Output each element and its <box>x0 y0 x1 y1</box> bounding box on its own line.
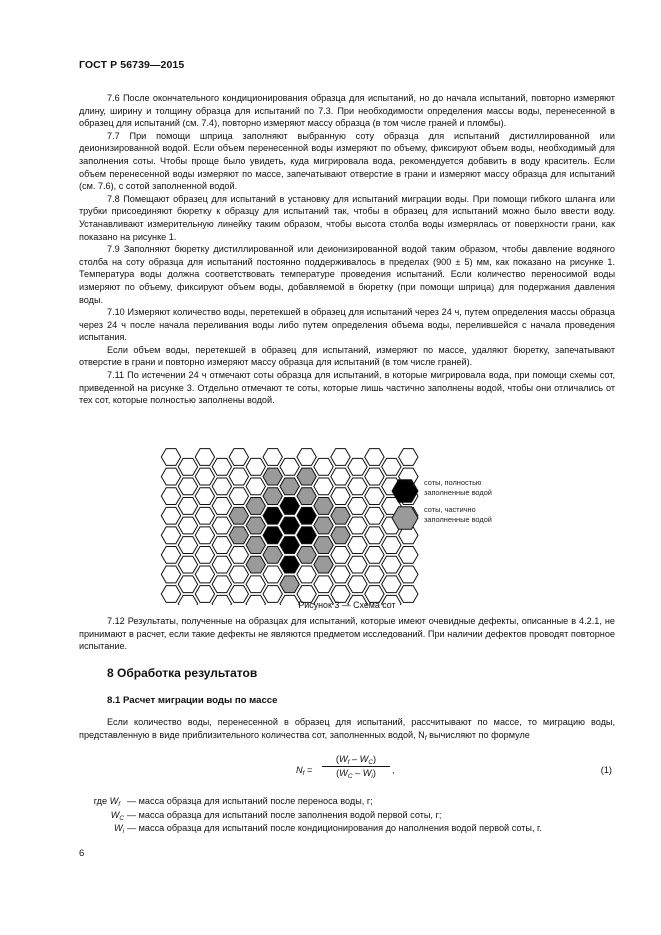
page-number: 6 <box>79 848 85 859</box>
empty-cell <box>195 546 214 563</box>
empty-cell <box>399 546 418 563</box>
empty-cell <box>195 507 214 524</box>
full-cell <box>280 537 299 554</box>
empty-cell <box>331 449 350 466</box>
empty-cell <box>246 478 265 495</box>
honeycomb-figure <box>79 445 615 615</box>
partial-cell <box>314 517 333 534</box>
empty-cell <box>229 488 248 505</box>
empty-cell <box>178 576 197 593</box>
full-cell <box>297 527 316 544</box>
empty-cell <box>331 488 350 505</box>
empty-cell <box>161 546 180 563</box>
empty-cell <box>212 556 231 573</box>
empty-cell <box>365 527 384 544</box>
empty-cell <box>348 576 367 593</box>
intro-end: вычисляют по формуле <box>426 729 530 740</box>
partial-cell <box>280 576 299 593</box>
empty-cell <box>365 488 384 505</box>
empty-cell <box>348 478 367 495</box>
empty-cell <box>382 556 401 573</box>
empty-cell <box>212 537 231 554</box>
empty-cell <box>348 458 367 475</box>
paragraph-7-10: 7.10 Измеряют количество воды, перетекшей в образец для испытаний через 24 ч, путем определения массы образца через 24 ч после начала переливания воды либо путем определения объема воды, перелившейся с начала проведения испытания. <box>79 307 615 343</box>
empty-cell <box>365 507 384 524</box>
partial-cell <box>263 488 282 505</box>
empty-cell <box>229 566 248 583</box>
empty-cell <box>331 546 350 563</box>
empty-cell <box>399 449 418 466</box>
empty-cell <box>195 449 214 466</box>
paragraph-7-8: 7.8 Помещают образец для испытаний в установку для испытаний миграции воды. При помощи гибкого шланга или трубки присоединяют бюретку к образцу для испытаний так, чтобы в образец для испытаний можно было ввести воду. Устанавливают измерительную линейку таким образом, чтобы высота столба воды измерялась от поверхности грани, как показано на рисунке 1. <box>79 193 615 242</box>
partial-cell <box>314 498 333 515</box>
empty-cell <box>280 458 299 475</box>
empty-cell <box>365 566 384 583</box>
paragraph-7-7: 7.7 При помощи шприца заполняют выбранную соту образца для испытаний дистиллированной или деионизированной водой. Если объем перенесенной воды измеряют по объему, фиксируют объем воды, необходимый для заполнения соты. Чтобы проще было увидеть, куда мигрировала вода, рекомендуется добавить в воду краситель. Если объем перенесенной воды измеряют по массе, запечатывают отверстие в грани и измеряют массу образца для испытаний (см. 7.6), с сотой заполненной водой. <box>79 130 615 192</box>
partial-cell <box>229 507 248 524</box>
fraction-bar <box>322 766 390 767</box>
partial-cell <box>297 488 316 505</box>
empty-cell <box>297 566 316 583</box>
empty-cell <box>229 546 248 563</box>
empty-cell <box>399 566 418 583</box>
paragraph-7-10-cont: Если объем воды, перетекшей в образец для испытаний, измеряют по массе, удаляют бюретку, запечатывают отверстие в грани и повторно измеряют массу образца для испытаний (в том числе граней). <box>79 344 615 368</box>
empty-cell <box>195 566 214 583</box>
intro-subscript: f <box>424 734 427 742</box>
partial-cell <box>263 468 282 485</box>
empty-cell <box>263 449 282 466</box>
empty-cell <box>161 566 180 583</box>
partial-cell <box>331 507 350 524</box>
document-header: ГОСТ Р 56739—2015 <box>79 59 185 71</box>
legend-partial-line2: заполненные водой <box>424 515 492 525</box>
partial-cell <box>246 537 265 554</box>
full-cell <box>297 507 316 524</box>
legend-full-line1: соты, полностью <box>424 478 482 487</box>
empty-cell <box>314 458 333 475</box>
empty-cell <box>348 517 367 534</box>
empty-cell <box>229 449 248 466</box>
empty-cell <box>161 527 180 544</box>
empty-cell <box>195 527 214 544</box>
definitions <box>79 795 619 836</box>
empty-cell <box>348 556 367 573</box>
empty-cell <box>348 537 367 554</box>
full-cell <box>263 527 282 544</box>
empty-cell <box>297 449 316 466</box>
formula-number: (1) <box>600 765 612 775</box>
formula-lhs: $N_f$ = <box>296 765 313 777</box>
definition-row: $W_i$ — масса образца для испытаний после кондиционирования до наполнения водой первой соты, г. <box>113 823 542 835</box>
partial-cell <box>280 478 299 495</box>
subsection-title: 8.1 Расчет миграции воды по массе <box>107 695 278 706</box>
paragraph-7-12-block <box>79 615 615 653</box>
formula-fraction <box>322 754 390 778</box>
procedure-text <box>79 92 615 407</box>
partial-cell <box>246 556 265 573</box>
paragraph-7-9: 7.9 Заполняют бюретку дистиллированной или деионизированной водой таким образом, чтобы давление водяного столба на соту образца для испытаний постоянно поддерживалось в пределах (900 ± 5) мм, как показано на рисунке 1. Температура воды должна соответствовать температуре проведения испытаний. Если количество переносимой воды измеряют по объему, фиксируют объем воды, добавляемой в бюретку (при помощи шприца) для подержания давления воды. <box>79 244 615 305</box>
formula-denominator: $(W_C - W_i)$ <box>336 768 376 780</box>
empty-cell <box>365 449 384 466</box>
legend-partial-line1: соты, частично <box>424 505 476 514</box>
full-cell <box>263 507 282 524</box>
partial-cell <box>297 468 316 485</box>
formula-1 <box>296 754 616 788</box>
full-cell <box>280 498 299 515</box>
empty-cell <box>178 517 197 534</box>
full-cell <box>280 517 299 534</box>
figure-caption: Рисунок 3 — Схема сот <box>298 600 396 610</box>
partial-cell <box>229 527 248 544</box>
full-cell <box>280 556 299 573</box>
partial-cell <box>314 556 333 573</box>
empty-cell <box>195 488 214 505</box>
partial-cell <box>297 546 316 563</box>
empty-cell <box>195 468 214 485</box>
empty-cell <box>382 576 401 593</box>
empty-cell <box>161 507 180 524</box>
empty-cell <box>212 576 231 593</box>
empty-cell <box>246 576 265 593</box>
empty-cell <box>212 458 231 475</box>
legend-full-label <box>424 478 492 498</box>
empty-cell <box>178 498 197 515</box>
empty-cell <box>263 566 282 583</box>
empty-cell <box>314 576 333 593</box>
empty-cell <box>161 488 180 505</box>
intro-text: Если количество воды, перенесенной в образец для испытаний, рассчитывают по массе, то миграцию воды, представленную в виде приблизительного количества сот, заполненных водой, N <box>79 717 615 740</box>
section-title: 8 Обработка результатов <box>107 666 258 680</box>
empty-cell <box>178 556 197 573</box>
empty-cell <box>314 478 333 495</box>
paragraph-7-11: 7.11 По истечении 24 ч отмечают соты образца для испытаний, в которые мигрировала вода, при помощи схемы сот, приведенной на рисунке 3. Отдельно отмечают те соты, которые лишь частично заполнены водой, чтобы они отличались от тех сот, которые полностью заполнены водой. <box>79 370 615 406</box>
empty-cell <box>178 478 197 495</box>
empty-cell <box>161 449 180 466</box>
empty-cell <box>212 498 231 515</box>
empty-cell <box>161 468 180 485</box>
empty-cell <box>348 498 367 515</box>
empty-cell <box>178 537 197 554</box>
partial-cell <box>263 546 282 563</box>
empty-cell <box>331 468 350 485</box>
partial-cell <box>331 527 350 544</box>
empty-cell <box>382 458 401 475</box>
empty-cell <box>365 468 384 485</box>
definition-row: где $W_f$ — масса образца для испытаний после переноса воды, г; <box>93 796 373 808</box>
definition-row: $W_C$ — масса образца для испытаний после заполнения водой первой соты, г; <box>110 809 442 822</box>
honeycomb-diagram <box>79 445 615 605</box>
empty-cell <box>331 566 350 583</box>
empty-cell <box>246 458 265 475</box>
partial-cell <box>314 537 333 554</box>
empty-cell <box>382 537 401 554</box>
empty-cell <box>229 468 248 485</box>
partial-cell <box>246 517 265 534</box>
paragraph-7-6: 7.6 После окончательного кондиционирования образца для испытаний, но до начала испытаний, повторно измеряют длину, ширину и толщину образца для испытаний по 7.3. При необходимости определения массы воды, перенесенной в образец для испытаний (см. 7.4), повторно измеряют массу образца (в том числе граней и пломбы). <box>79 93 615 129</box>
empty-cell <box>212 517 231 534</box>
paragraph-7-12: 7.12 Результаты, полученные на образцах для испытаний, которые имеют очевидные дефекты, описанные в 4.2.1, не принимают в расчет, если такие дефекты не являются предметом исследований. При наличии дефектов проводят повторное испытание. <box>79 616 615 652</box>
legend-full-line2: заполненные водой <box>424 488 492 498</box>
empty-cell <box>365 546 384 563</box>
legend-partial-label <box>424 505 492 525</box>
empty-cell <box>178 458 197 475</box>
empty-cell <box>212 478 231 495</box>
paragraph-8-1 <box>79 716 615 741</box>
formula-comma: , <box>392 765 395 775</box>
partial-cell <box>246 498 265 515</box>
formula-numerator: $(W_f - W_C)$ <box>335 754 377 766</box>
